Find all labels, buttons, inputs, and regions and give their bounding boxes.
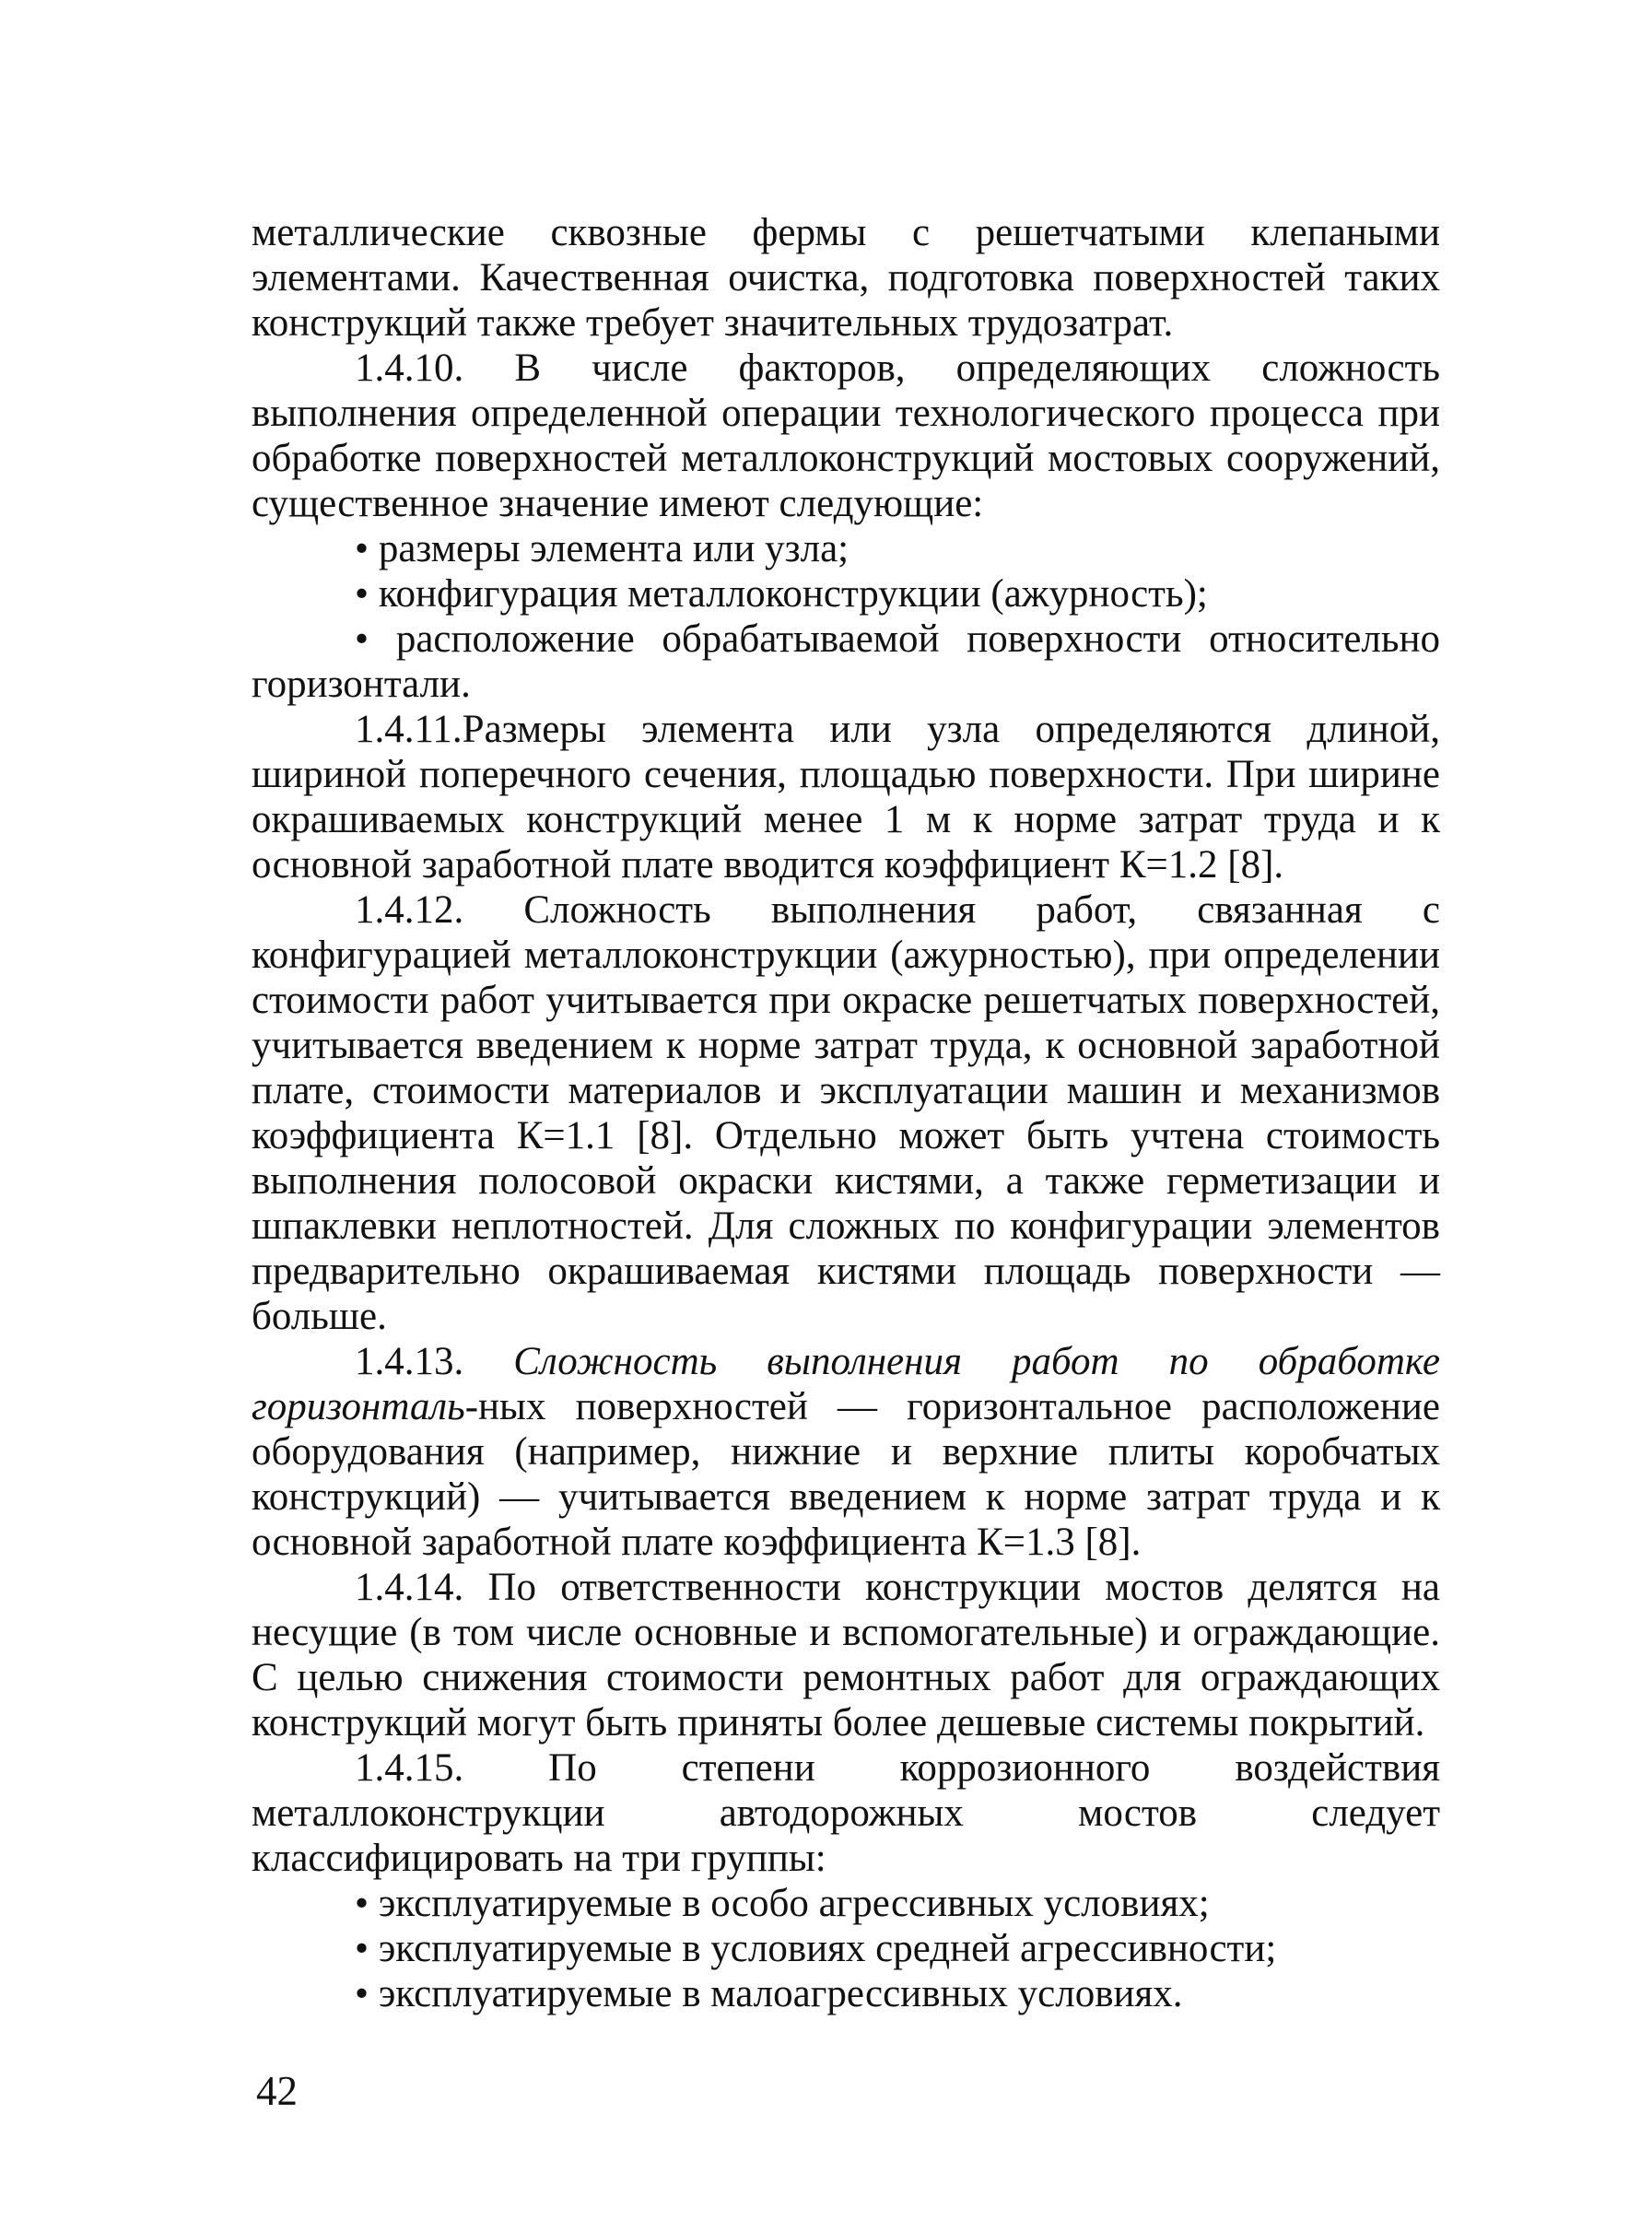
bullet-item [252, 526, 1440, 571]
paragraph-text: ных поверхностей — горизонтальное расположение оборудования (например, нижние и верхние плиты коробчатых конструкций) — учитывается введением к норме затрат труда и к основной заработной плате коэффициента К=1.3 [8]. [252, 1385, 1440, 1564]
bullet-text: расположение обрабатываемой поверхности относительно горизонтали. [252, 617, 1440, 706]
bullet-text: размеры элемента или узла; [378, 527, 849, 570]
paragraph-1-4-11: 1.4.11.Размеры элемента или узла определяются длиной, шириной поперечного сечения, площадью поверхности. При ширине окрашиваемых конструкций менее 1 м к норме затрат труда и к основной заработной плате вводится коэффициент К=1.2 [8]. [252, 708, 1440, 887]
bullet-item [252, 1881, 1440, 1926]
bullet-icon: • [355, 617, 369, 661]
paragraph-number: 1.4.13. [355, 1340, 514, 1383]
bullet-text: эксплуатируемые в малоагрессивных условиях. [378, 1972, 1183, 2015]
paragraph-1-4-13: 1.4.13. Сложность выполнения работ по обработке горизонталь-ных поверхностей — горизонтальное расположение оборудования (например, нижние и верхние плиты коробчатых конструкций) — учитывается введением к норме затрат труда и к основной заработной плате коэффициента К=1.3 [8]. [252, 1340, 1440, 1564]
bullet-item [252, 1926, 1440, 1971]
bullet-icon: • [355, 1927, 369, 1970]
bullet-icon: • [355, 527, 369, 570]
bullet-text: конфигурация металлоконструкции (ажурность); [378, 572, 1208, 616]
page-body [252, 210, 1440, 2016]
bullet-item [252, 571, 1440, 617]
paragraph-1-4-14: 1.4.14. По ответственности конструкции мостов делятся на несущие (в том числе основные и вспомогательные) и ограждающие. С целью снижения стоимости ремонтных работ для ограждающих конструкций могут быть приняты более дешевые системы покрытий. [252, 1566, 1440, 1744]
bullet-icon: • [355, 572, 369, 616]
paragraph-1-4-15: 1.4.15. По степени коррозионного воздействия металлоконструкции автодорожных мостов следует классифицировать на три группы: [252, 1746, 1440, 1880]
italic-phrase: Сложность выполнения работ по обработке горизонталь [252, 1340, 1440, 1428]
bullet-item [252, 617, 1440, 707]
page-number: 42 [256, 2068, 298, 2114]
bullet-item [252, 1971, 1440, 2016]
paragraph-1-4-12: 1.4.12. Сложность выполнения работ, связанная с конфигурацией металлоконструкции (ажурностью), при определении стоимости работ учитывается при окраске решетчатых поверхностей, учитывается введением к норме затрат труда, к основной заработной плате, стоимости материалов и эксплуатации машин и механизмов коэффициента К=1.1 [8]. Отдельно может быть учтена стоимость выполнения полосовой окраски кистями, а также герметизации и шпаклевки неплотностей. Для сложных по конфигурации элементов предварительно окрашиваемая кистями площадь поверхности — больше. [252, 888, 1440, 1338]
paragraph-continuation: металлические сквозные фермы с решетчатыми клепаными элементами. Качественная очистка, подготовка поверхностей таких конструкций также требует значительных трудозатрат. [252, 211, 1440, 345]
bullet-text: эксплуатируемые в условиях средней агрессивности; [378, 1927, 1277, 1970]
bullet-icon: • [355, 1972, 369, 2015]
bullet-icon: • [355, 1882, 369, 1925]
bullet-text: эксплуатируемые в особо агрессивных условиях; [378, 1882, 1210, 1925]
paragraph-1-4-10: 1.4.10. В числе факторов, определяющих сложность выполнения определенной операции технологического процесса при обработке поверхностей металлоконструкций мостовых сооружений, существенное значение имеют следующие: [252, 347, 1440, 525]
